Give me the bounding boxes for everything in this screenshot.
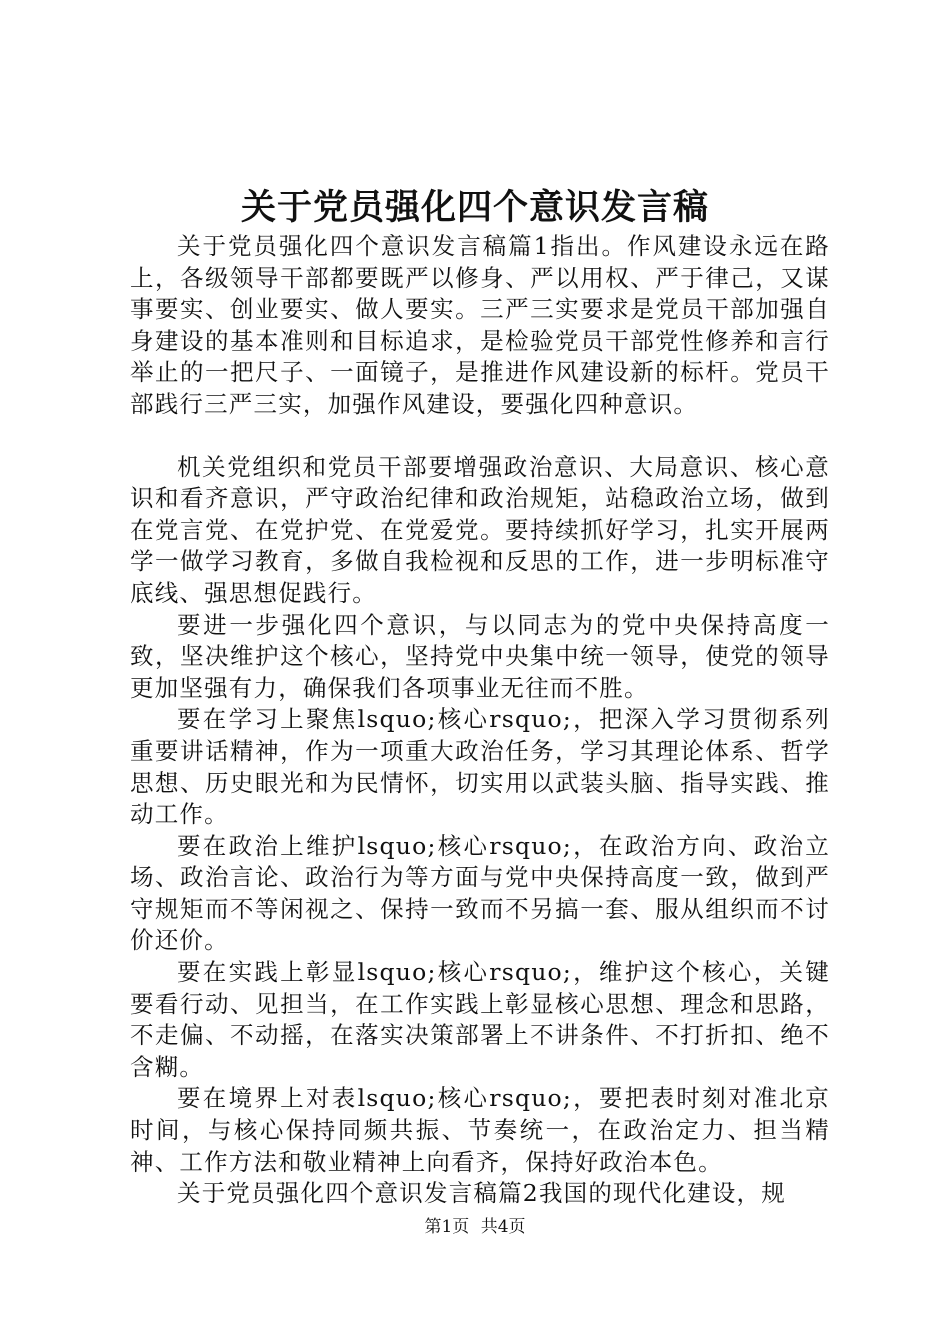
paragraph-1: 关于党员强化四个意识发言稿篇1指出。作风建设永远在路上，各级领导干部都要既严以修身、严以用权、严于律己，又谋事要实、创业要实、做人要实。三严三实要求是党员干部加强自身建设的基本准则和目标追求，是检验党员干部党性修养和言行举止的一把尺子、一面镜子，是推进作风建设新的标杆。党员干部践行三严三实，加强作风建设，要强化四种意识。 [130, 232, 830, 418]
document-title: 关于党员强化四个意识发言稿 [240, 187, 709, 228]
paragraph-5: 要在政治上维护lsquo;核心rsquo;，在政治方向、政治立场、政治言论、政治行为等方面与党中央保持高度一致，做到严守规矩而不等闲视之、保持一致而不另搞一套、服从组织而不讨价还价。 [130, 831, 830, 955]
paragraph-6: 要在实践上彰显lsquo;核心rsquo;，维护这个核心，关键要看行动、见担当，在工作实践上彰显核心思想、理念和思路，不走偏、不动摇，在落实决策部署上不讲条件、不打折扣、绝不含糊。 [130, 958, 830, 1081]
paragraph-4: 要在学习上聚焦lsquo;核心rsquo;，把深入学习贯彻系列重要讲话精神，作为一项重大政治任务，学习其理论体系、哲学思想、历史眼光和为民情怀，切实用以武装头脑、指导实践、推动工作。 [130, 705, 830, 829]
page-total: 共4页 [480, 1217, 526, 1237]
paragraph-8: 关于党员强化四个意识发言稿篇2我国的现代化建设，规 [177, 1179, 786, 1208]
paragraph-7: 要在境界上对表lsquo;核心rsquo;，要把表时刻对准北京时间，与核心保持同频共振、节奏统一，在政治定力、担当精神、工作方法和敬业精神上向看齐，保持好政治本色。 [130, 1084, 830, 1176]
paragraph-3: 要进一步强化四个意识，与以同志为的党中央保持高度一致，坚决维护这个核心，坚持党中央集中统一领导，使党的领导更加坚强有力，确保我们各项事业无往而不胜。 [130, 610, 830, 702]
page-number: 第1页 [424, 1217, 470, 1237]
page-footer [0, 1215, 950, 1239]
document-body [130, 231, 830, 1210]
paragraph-2: 机关党组织和党员干部要增强政治意识、大局意识、核心意识和看齐意识，严守政治纪律和政治规矩，站稳政治立场，做到在党言党、在党护党、在党爱党。要持续抓好学习，扎实开展两学一做学习教育，多做自我检视和反思的工作，进一步明标准守底线、强思想促践行。 [130, 452, 830, 607]
